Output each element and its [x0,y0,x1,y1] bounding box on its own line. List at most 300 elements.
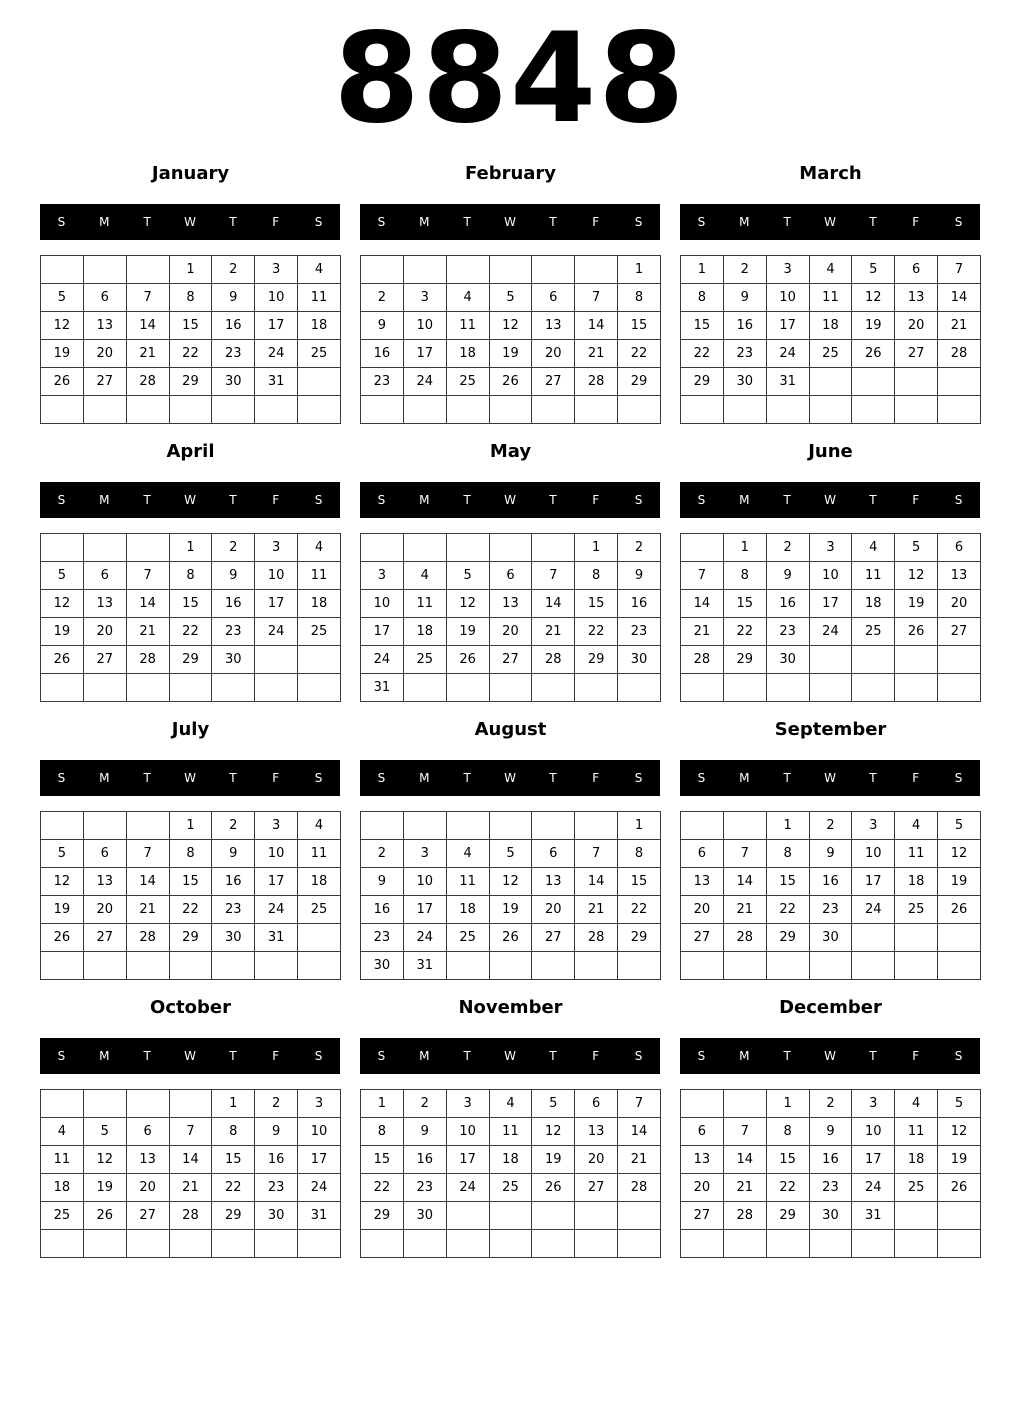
day-cell: 8 [723,562,766,590]
day-cell: 14 [618,1118,661,1146]
empty-cell [618,396,661,424]
day-cell: 23 [403,1174,446,1202]
day-cell: 13 [575,1118,618,1146]
weekday-label: W [504,493,516,507]
weekday-label: M [739,771,750,785]
weekday-label: T [143,215,151,229]
empty-cell [212,952,255,980]
empty-cell [83,534,126,562]
weekday-label: S [377,771,386,785]
weekday-label: S [314,493,323,507]
empty-cell [532,674,575,702]
day-cell: 29 [169,368,212,396]
day-cell: 12 [489,312,532,340]
day-cell: 12 [41,312,84,340]
month-name: November [458,997,563,1018]
empty-cell [895,1202,938,1230]
empty-cell [403,812,446,840]
day-cell: 8 [681,284,724,312]
day-cell: 25 [489,1174,532,1202]
empty-cell [126,396,169,424]
day-cell: 30 [766,646,809,674]
week-row [41,562,341,590]
day-cell: 11 [852,562,895,590]
day-cell: 17 [255,868,298,896]
day-cell: 30 [255,1202,298,1230]
empty-cell [126,1230,169,1258]
day-grid [40,811,341,980]
day-cell: 25 [895,1174,938,1202]
day-cell: 13 [681,868,724,896]
weekday-label: M [99,215,110,229]
day-cell: 9 [212,284,255,312]
day-cell: 29 [361,1202,404,1230]
empty-cell [938,646,981,674]
month-name: January [151,163,230,184]
day-cell: 13 [681,1146,724,1174]
day-cell: 3 [852,1090,895,1118]
day-cell: 18 [446,340,489,368]
month-name: June [808,441,853,462]
day-cell: 1 [681,256,724,284]
day-cell: 1 [212,1090,255,1118]
empty-cell [298,952,341,980]
weekday-label: T [143,1049,151,1063]
day-cell: 20 [83,896,126,924]
day-cell: 7 [126,284,169,312]
day-cell: 24 [361,646,404,674]
day-cell: 6 [83,284,126,312]
empty-cell [766,952,809,980]
empty-cell [41,256,84,284]
day-cell: 11 [895,1118,938,1146]
empty-cell [361,396,404,424]
week-row [361,562,661,590]
empty-cell [446,1202,489,1230]
day-cell: 23 [212,340,255,368]
day-cell: 8 [766,840,809,868]
day-cell: 13 [532,868,575,896]
week-row [681,1146,981,1174]
weekday-label: T [783,771,791,785]
day-cell: 2 [361,840,404,868]
day-cell: 6 [575,1090,618,1118]
day-cell: 10 [298,1118,341,1146]
day-cell: 20 [895,312,938,340]
week-row [361,1090,661,1118]
day-cell: 1 [618,256,661,284]
week-row [41,1146,341,1174]
empty-cell [298,674,341,702]
day-cell: 21 [575,896,618,924]
weekday-label: F [592,215,600,229]
weekday-label: W [824,771,836,785]
day-cell: 30 [809,1202,852,1230]
day-cell: 30 [212,368,255,396]
empty-cell [489,534,532,562]
empty-cell [255,646,298,674]
day-cell: 7 [938,256,981,284]
empty-cell [809,396,852,424]
day-cell: 14 [681,590,724,618]
weekday-label: M [99,1049,110,1063]
day-cell: 26 [895,618,938,646]
day-cell: 3 [403,840,446,868]
day-cell: 12 [489,868,532,896]
month-name: December [779,997,882,1018]
empty-cell [361,1230,404,1258]
day-cell: 10 [403,312,446,340]
day-cell: 19 [938,1146,981,1174]
day-cell: 22 [766,896,809,924]
day-cell: 10 [255,562,298,590]
day-cell: 14 [532,590,575,618]
empty-cell [766,396,809,424]
day-cell: 4 [446,840,489,868]
day-cell: 27 [83,646,126,674]
empty-cell [895,646,938,674]
empty-cell [446,952,489,980]
day-cell: 30 [723,368,766,396]
week-row [41,284,341,312]
weekday-label: S [697,771,706,785]
weekday-label: T [549,215,557,229]
week-row [681,896,981,924]
day-cell: 22 [169,340,212,368]
day-cell: 16 [618,590,661,618]
week-row [681,368,981,396]
day-cell: 7 [126,840,169,868]
day-cell: 4 [446,284,489,312]
day-cell: 22 [681,340,724,368]
day-cell: 8 [169,840,212,868]
day-cell: 22 [212,1174,255,1202]
day-cell: 3 [852,812,895,840]
week-row [361,340,661,368]
day-cell: 27 [681,924,724,952]
empty-cell [446,256,489,284]
weekday-label: S [57,493,66,507]
empty-cell [361,256,404,284]
day-cell: 16 [403,1146,446,1174]
week-row [681,812,981,840]
day-cell: 18 [895,1146,938,1174]
empty-cell [403,1230,446,1258]
day-cell: 2 [809,1090,852,1118]
empty-cell [298,646,341,674]
week-row [361,674,661,702]
weekday-label: S [57,771,66,785]
empty-cell [532,396,575,424]
day-cell: 22 [723,618,766,646]
day-cell: 21 [938,312,981,340]
day-cell: 28 [723,924,766,952]
day-cell: 4 [403,562,446,590]
week-row [681,590,981,618]
day-cell: 2 [255,1090,298,1118]
empty-cell [126,952,169,980]
day-cell: 27 [575,1174,618,1202]
day-cell: 7 [723,840,766,868]
day-cell: 9 [809,1118,852,1146]
day-cell: 31 [255,368,298,396]
month-name: February [464,163,557,184]
day-cell: 27 [532,368,575,396]
day-cell: 20 [938,590,981,618]
weekday-label: W [824,1049,836,1063]
weekday-label: T [143,771,151,785]
day-cell: 30 [809,924,852,952]
day-cell: 9 [361,312,404,340]
day-cell: 10 [766,284,809,312]
weekday-label: T [869,1049,877,1063]
weekday-label: S [697,493,706,507]
day-cell: 14 [575,868,618,896]
empty-cell [938,674,981,702]
week-row [361,1174,661,1202]
day-cell: 8 [169,562,212,590]
day-cell: 27 [532,924,575,952]
weekday-label: F [912,771,920,785]
empty-cell [895,674,938,702]
week-row [681,256,981,284]
empty-cell [361,812,404,840]
weekday-label: T [783,215,791,229]
day-cell: 19 [938,868,981,896]
day-cell: 20 [681,1174,724,1202]
week-row [41,812,341,840]
day-cell: 25 [41,1202,84,1230]
week-row [361,1146,661,1174]
weekday-label: S [954,493,963,507]
month-name: August [474,719,547,740]
weekday-label: T [783,493,791,507]
day-cell: 14 [126,868,169,896]
day-cell: 26 [83,1202,126,1230]
day-cell: 12 [895,562,938,590]
weekday-label: F [592,493,600,507]
empty-cell [126,534,169,562]
empty-cell [403,674,446,702]
day-cell: 18 [852,590,895,618]
day-cell: 12 [83,1146,126,1174]
day-cell: 21 [532,618,575,646]
day-cell: 28 [169,1202,212,1230]
day-cell: 21 [575,340,618,368]
day-cell: 31 [852,1202,895,1230]
week-row [361,396,661,424]
empty-cell [403,256,446,284]
empty-cell [852,952,895,980]
weekday-label: S [314,771,323,785]
day-cell: 21 [681,618,724,646]
day-cell: 24 [255,618,298,646]
day-cell: 16 [361,896,404,924]
day-cell: 9 [618,562,661,590]
day-cell: 5 [938,812,981,840]
day-cell: 29 [169,924,212,952]
empty-cell [723,812,766,840]
day-cell: 22 [618,896,661,924]
day-cell: 5 [446,562,489,590]
week-row [41,1202,341,1230]
day-cell: 24 [255,340,298,368]
empty-cell [723,952,766,980]
day-cell: 4 [298,534,341,562]
day-cell: 3 [809,534,852,562]
week-row [361,952,661,980]
day-grid [680,1089,981,1258]
day-cell: 6 [681,1118,724,1146]
day-cell: 4 [298,812,341,840]
day-cell: 16 [212,868,255,896]
day-cell: 27 [83,368,126,396]
day-cell: 1 [575,534,618,562]
empty-cell [532,534,575,562]
day-cell: 19 [446,618,489,646]
day-cell: 25 [403,646,446,674]
empty-cell [681,534,724,562]
empty-cell [212,1230,255,1258]
weekday-label: W [824,215,836,229]
day-cell: 9 [723,284,766,312]
day-cell: 1 [618,812,661,840]
day-cell: 15 [212,1146,255,1174]
weekday-header [40,204,340,240]
empty-cell [938,1230,981,1258]
weekday-header [680,204,980,240]
weekday-label: M [419,771,430,785]
day-cell: 30 [618,646,661,674]
day-cell: 15 [169,312,212,340]
day-cell: 6 [532,284,575,312]
day-cell: 3 [446,1090,489,1118]
day-cell: 27 [489,646,532,674]
empty-cell [446,396,489,424]
day-grid [360,255,661,424]
day-grid [360,533,661,702]
day-cell: 16 [723,312,766,340]
empty-cell [852,924,895,952]
week-row [361,368,661,396]
day-grid [680,533,981,702]
day-cell: 9 [361,868,404,896]
weekday-label: T [549,771,557,785]
empty-cell [255,674,298,702]
weekday-label: W [504,215,516,229]
day-grid [360,1089,661,1258]
day-cell: 10 [809,562,852,590]
month-name: May [489,441,532,462]
day-cell: 14 [126,590,169,618]
year-title: 8848 [333,7,687,151]
day-cell: 26 [489,924,532,952]
empty-cell [681,812,724,840]
day-cell: 8 [766,1118,809,1146]
day-cell: 26 [532,1174,575,1202]
empty-cell [575,396,618,424]
day-cell: 15 [575,590,618,618]
week-row [41,256,341,284]
empty-cell [83,952,126,980]
empty-cell [618,952,661,980]
day-cell: 26 [938,896,981,924]
day-cell: 30 [361,952,404,980]
day-cell: 19 [83,1174,126,1202]
day-cell: 19 [489,340,532,368]
day-cell: 26 [489,368,532,396]
day-cell: 19 [532,1146,575,1174]
empty-cell [852,368,895,396]
day-cell: 3 [403,284,446,312]
day-cell: 17 [361,618,404,646]
day-cell: 30 [212,924,255,952]
empty-cell [852,646,895,674]
day-cell: 18 [446,896,489,924]
week-row [41,868,341,896]
day-cell: 10 [403,868,446,896]
weekday-label: M [739,215,750,229]
day-cell: 11 [41,1146,84,1174]
week-row [681,952,981,980]
day-cell: 25 [809,340,852,368]
day-cell: 8 [361,1118,404,1146]
empty-cell [489,1230,532,1258]
day-cell: 29 [618,368,661,396]
month-name: March [799,163,862,184]
week-row [681,340,981,368]
week-row [681,868,981,896]
week-row [41,1174,341,1202]
weekday-label: F [912,215,920,229]
day-cell: 12 [938,840,981,868]
day-cell: 26 [41,924,84,952]
weekday-label: M [419,215,430,229]
day-cell: 11 [298,840,341,868]
day-cell: 5 [852,256,895,284]
day-cell: 17 [446,1146,489,1174]
empty-cell [83,256,126,284]
week-row [41,534,341,562]
week-row [681,1090,981,1118]
day-cell: 15 [618,312,661,340]
weekday-label: S [697,215,706,229]
month-name: April [166,441,215,462]
empty-cell [126,674,169,702]
day-cell: 1 [169,812,212,840]
day-cell: 14 [723,1146,766,1174]
week-row [361,868,661,896]
weekday-label: T [869,493,877,507]
day-cell: 18 [809,312,852,340]
day-cell: 2 [212,812,255,840]
day-cell: 7 [575,840,618,868]
empty-cell [532,1202,575,1230]
day-cell: 6 [83,562,126,590]
empty-cell [852,674,895,702]
weekday-label: S [954,1049,963,1063]
empty-cell [575,674,618,702]
empty-cell [169,396,212,424]
empty-cell [361,534,404,562]
weekday-header [40,482,340,518]
day-cell: 14 [169,1146,212,1174]
day-cell: 29 [618,924,661,952]
day-cell: 1 [169,534,212,562]
empty-cell [126,256,169,284]
empty-cell [298,396,341,424]
weekday-label: F [592,1049,600,1063]
